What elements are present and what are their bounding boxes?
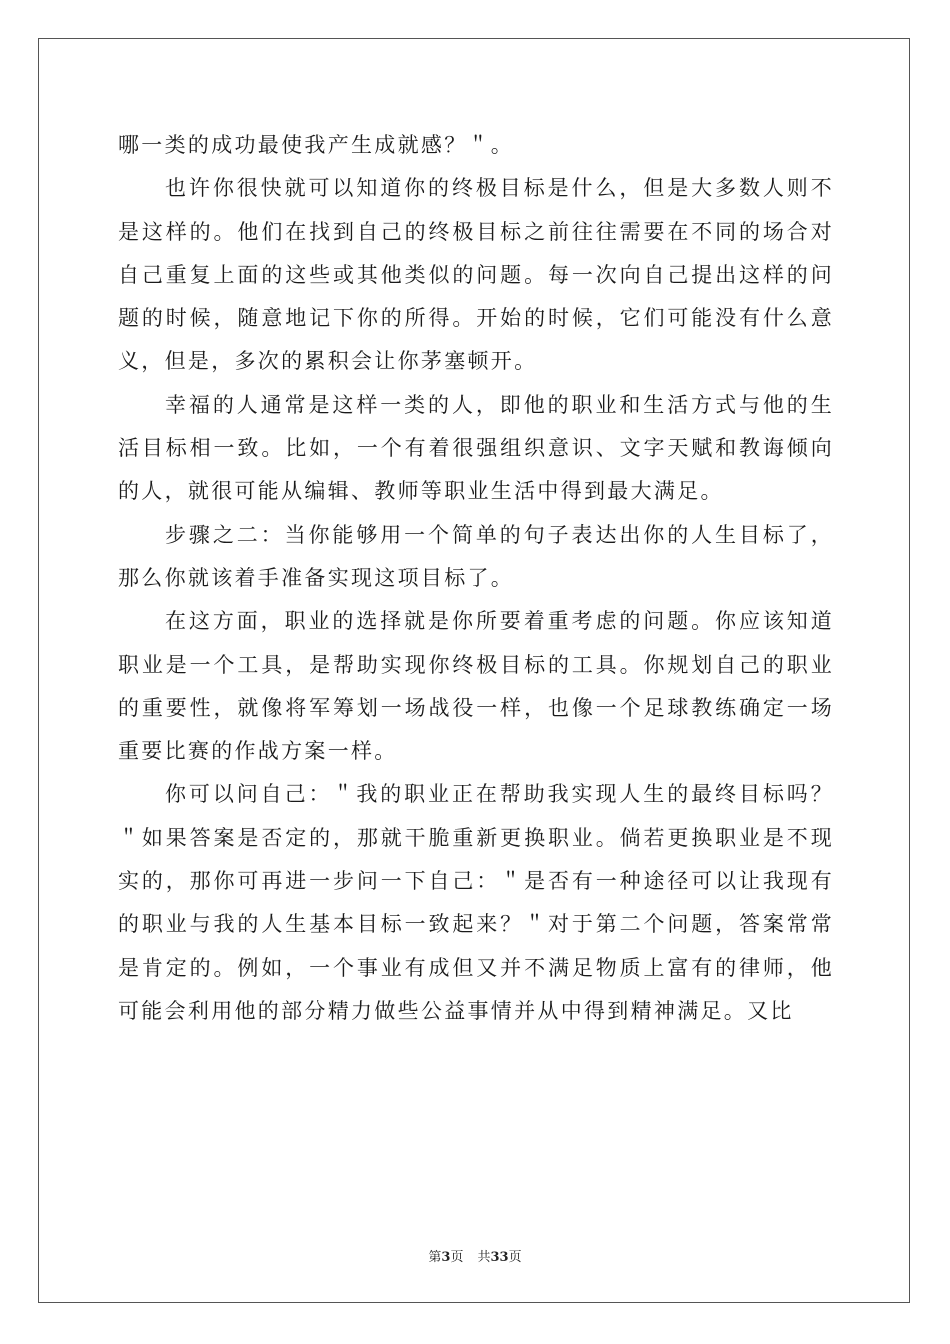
paragraph: 步骤之二：当你能够用一个简单的句子表达出你的人生目标了，那么你就该着手准备实现这项目标了。	[118, 522, 834, 590]
document-body	[118, 124, 834, 1033]
total-pages: 33	[490, 1250, 509, 1265]
paragraph: 哪一类的成功最使我产生成就感？＂。	[118, 133, 515, 157]
paragraph: 幸福的人通常是这样一类的人，即他的职业和生活方式与他的生活目标相一致。比如，一个有着很强组织意识、文字天赋和教诲倾向的人，就很可能从编辑、教师等职业生活中得到最大满足。	[118, 392, 834, 504]
page-number: 3	[441, 1250, 451, 1265]
page-footer	[0, 1246, 950, 1265]
paragraph: 在这方面，职业的选择就是你所要着重考虑的问题。你应该知道职业是一个工具，是帮助实现你终极目标的工具。你规划自己的职业的重要性，就像将军筹划一场战役一样，也像一个足球教练确定一场重要比赛的作战方案一样。	[118, 609, 834, 764]
page-prefix: 第	[428, 1250, 442, 1265]
total-suffix: 页	[508, 1250, 522, 1265]
total-prefix: 共	[477, 1250, 491, 1265]
paragraph: 你可以问自己：＂我的职业正在帮助我实现人生的最终目标吗？＂如果答案是否定的，那就干脆重新更换职业。倘若更换职业是不现实的，那你可再进一步问一下自己：＂是否有一种途径可以让我现有的职业与我的人生基本目标一致起来？＂对于第二个问题，答案常常是肯定的。例如，一个事业有成但又并不满足物质上富有的律师，他可能会利用他的部分精力做些公益事情并从中得到精神满足。又比	[118, 782, 834, 1023]
paragraph: 也许你很快就可以知道你的终极目标是什么，但是大多数人则不是这样的。他们在找到自己的终极目标之前往往需要在不同的场合对自己重复上面的这些或其他类似的问题。每一次向自己提出这样的问题的时候，随意地记下你的所得。开始的时候，它们可能没有什么意义，但是，多次的累积会让你茅塞顿开。	[118, 176, 834, 374]
page-suffix: 页	[450, 1250, 464, 1265]
